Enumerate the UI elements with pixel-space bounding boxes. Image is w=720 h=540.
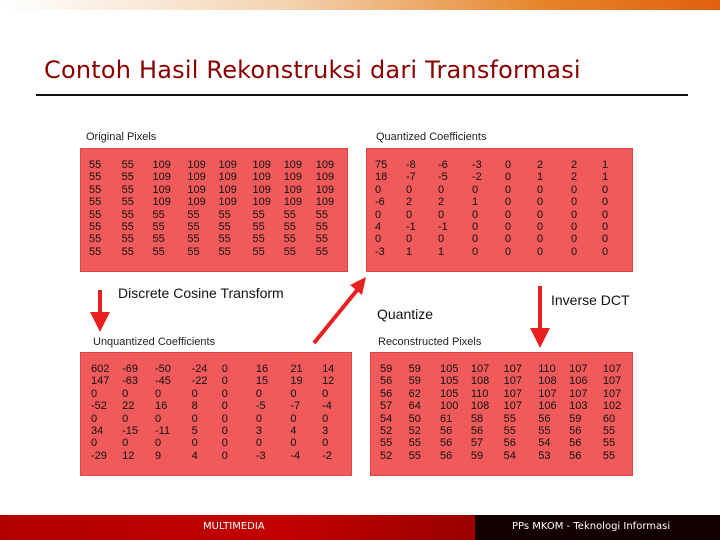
matrix-cell: 1 xyxy=(406,245,413,258)
matrix-cell: 16 xyxy=(155,400,168,413)
matrix-cell: 0 xyxy=(472,208,479,221)
matrix-cell: 0 xyxy=(505,208,512,221)
matrix-cell: 0 xyxy=(221,412,228,425)
matrix-cell: 0 xyxy=(602,233,609,246)
dct-arrow-icon xyxy=(90,290,110,332)
matrix-cell: 55 xyxy=(89,183,102,196)
matrix-cell: 0 xyxy=(375,208,382,221)
matrix-cell: 0 xyxy=(255,387,262,400)
matrix-cell: 55 xyxy=(315,221,329,234)
matrix-cell: 0 xyxy=(438,208,445,221)
matrix-cell: 2 xyxy=(537,159,544,171)
matrix-cell: 0 xyxy=(290,387,297,400)
matrix-cell: -2 xyxy=(322,449,332,462)
matrix-cell: 57 xyxy=(380,400,393,413)
matrix-cell: 0 xyxy=(91,387,98,400)
matrix-cell: 0 xyxy=(602,196,609,209)
matrix-cell: 57 xyxy=(470,437,484,450)
matrix-cell: -4 xyxy=(290,449,301,462)
matrix-cell: 109 xyxy=(252,183,271,196)
matrix-cell: 55 xyxy=(283,208,296,221)
matrix-cell: 55 xyxy=(408,437,421,450)
matrix-cell: 55 xyxy=(121,196,134,209)
matrix-cell: 109 xyxy=(187,196,206,209)
matrix-cell: 0 xyxy=(602,245,609,258)
matrix-cell: -1 xyxy=(406,221,416,234)
matrix-cell: 55 xyxy=(187,233,200,246)
matrix-cell: 106 xyxy=(569,375,588,388)
matrix-cell: 2 xyxy=(571,171,578,184)
matrix-cell: 55 xyxy=(315,245,329,258)
matrix-cell: -11 xyxy=(155,425,171,438)
matrix-cell: 0 xyxy=(91,412,98,425)
footer-bar xyxy=(0,515,720,540)
matrix-cell: 105 xyxy=(439,363,459,375)
matrix-cell: 55 xyxy=(252,208,265,221)
matrix-cell: 54 xyxy=(503,449,516,462)
matrix-cell: -22 xyxy=(191,375,208,388)
matrix-cell: 55 xyxy=(283,233,296,246)
matrix-cell: 109 xyxy=(315,183,335,196)
matrix-cell: 0 xyxy=(406,233,413,246)
matrix-cell: -7 xyxy=(290,400,301,413)
matrix-cell: 0 xyxy=(221,375,228,388)
matrix-cell: 55 xyxy=(152,233,165,246)
matrix-cell: 0 xyxy=(290,437,297,450)
matrix-cell: 0 xyxy=(472,233,479,246)
matrix-cell: 109 xyxy=(283,183,303,196)
matrix-cell: 59 xyxy=(470,449,484,462)
quantize-arrow-icon xyxy=(314,277,366,343)
matrix-cell: 58 xyxy=(470,412,484,425)
inverse-dct-arrow-icon xyxy=(530,286,550,348)
matrix-cell: -3 xyxy=(375,245,385,258)
matrix-cell: 55 xyxy=(252,233,265,246)
matrix-cell: 105 xyxy=(439,387,459,400)
matrix-cell: -3 xyxy=(472,159,482,171)
matrix-cell: -5 xyxy=(255,400,266,413)
matrix-cell: -50 xyxy=(155,363,171,375)
matrix-cell: 0 xyxy=(472,183,479,196)
matrix-cell: 0 xyxy=(602,183,609,196)
matrix-cell: 22 xyxy=(122,400,135,413)
matrix-cell: 55 xyxy=(121,245,134,258)
matrix-cell: 55 xyxy=(152,245,165,258)
matrix-cell: 0 xyxy=(602,208,609,221)
matrix-cell: 107 xyxy=(538,387,557,400)
matrix-cell: 2 xyxy=(406,196,413,209)
matrix-cell: 55 xyxy=(89,221,102,234)
matrix-cell: 0 xyxy=(221,449,228,462)
matrix-cell: 0 xyxy=(571,221,578,234)
matrix-cell: 50 xyxy=(408,412,421,425)
matrix-cell: 100 xyxy=(439,400,459,413)
matrix-cell: 109 xyxy=(252,196,271,209)
matrix-cell: 0 xyxy=(472,245,479,258)
footer-program-label: PPs MKOM - Teknologi Informasi xyxy=(512,521,671,532)
matrix-cell: 0 xyxy=(505,183,512,196)
matrix-cell: 109 xyxy=(187,183,206,196)
matrix-cell: 1 xyxy=(602,171,609,184)
matrix-cell: 0 xyxy=(571,183,578,196)
matrix-cell: -2 xyxy=(472,171,482,184)
matrix-cell: 0 xyxy=(322,437,329,450)
matrix-cell: 55 xyxy=(121,171,134,184)
matrix-cell: 109 xyxy=(218,159,237,171)
matrix-cell: 109 xyxy=(283,196,303,209)
matrix-cell: 55 xyxy=(252,245,265,258)
matrix-cell: 12 xyxy=(122,449,135,462)
matrix-cell: 56 xyxy=(538,412,551,425)
matrix-cell: 0 xyxy=(505,221,512,234)
footer-course-label: MULTIMEDIA xyxy=(203,521,265,532)
matrix-cell: 109 xyxy=(218,171,237,184)
matrix-cell: 3 xyxy=(255,425,262,438)
matrix-cell: 55 xyxy=(152,221,165,234)
matrix-cell: 55 xyxy=(315,233,329,246)
matrix-cell: 108 xyxy=(538,375,557,388)
matrix-cell: 55 xyxy=(408,449,421,462)
matrix-cell: 14 xyxy=(322,363,335,375)
matrix-cell: 109 xyxy=(152,171,171,184)
matrix-cell: 56 xyxy=(439,449,453,462)
matrix-cell: 109 xyxy=(315,196,335,209)
matrix-cell: 56 xyxy=(380,387,393,400)
footer-left-section xyxy=(0,515,475,540)
matrix-cell: 106 xyxy=(538,400,557,413)
matrix-cell: -15 xyxy=(122,425,139,438)
matrix-cell: 0 xyxy=(406,208,413,221)
matrix-cell: -52 xyxy=(91,400,107,413)
matrix-cell: 0 xyxy=(221,437,228,450)
matrix-cell: 0 xyxy=(322,387,329,400)
matrix-cell: 56 xyxy=(470,425,484,438)
matrix-cell: 55 xyxy=(602,425,616,438)
matrix-cell: 55 xyxy=(602,449,616,462)
footer-right-section xyxy=(475,515,720,540)
matrix-cell: 59 xyxy=(569,412,582,425)
matrix-cell: 3 xyxy=(322,425,329,438)
matrix-cell: 34 xyxy=(91,425,104,438)
matrix-cell: 109 xyxy=(187,159,206,171)
matrix-cell: -69 xyxy=(122,363,139,375)
matrix-cell: 147 xyxy=(91,375,110,388)
matrix-cell: 55 xyxy=(187,208,200,221)
matrix-cell: 55 xyxy=(283,245,296,258)
matrix-cell: 52 xyxy=(380,449,393,462)
matrix-cell: 0 xyxy=(322,412,329,425)
unquantized-coefficients-label: Unquantized Coefficients xyxy=(93,336,216,348)
matrix-cell: -45 xyxy=(155,375,171,388)
matrix-cell: 55 xyxy=(187,221,200,234)
matrix-cell: 107 xyxy=(503,375,522,388)
matrix-cell: 0 xyxy=(191,412,198,425)
matrix-cell: 602 xyxy=(91,363,110,375)
dct-step-label: Discrete Cosine Transform xyxy=(118,285,284,301)
matrix-cell: 107 xyxy=(569,387,588,400)
matrix-cell: -8 xyxy=(406,159,416,171)
matrix-cell: 109 xyxy=(152,196,171,209)
matrix-cell: 55 xyxy=(315,208,329,221)
matrix-cell: 55 xyxy=(121,208,134,221)
matrix-cell: 107 xyxy=(569,363,588,375)
matrix-cell: 0 xyxy=(537,233,544,246)
matrix-cell: 0 xyxy=(122,387,129,400)
matrix-cell: -24 xyxy=(191,363,208,375)
matrix-cell: 55 xyxy=(380,437,393,450)
matrix-cell: 55 xyxy=(503,412,516,425)
matrix-cell: -29 xyxy=(91,449,107,462)
matrix-cell: 0 xyxy=(438,183,445,196)
matrix-cell: 103 xyxy=(569,400,588,413)
matrix-cell: 55 xyxy=(218,233,231,246)
matrix-cell: 0 xyxy=(537,196,544,209)
matrix-cell: 1 xyxy=(438,245,445,258)
matrix-cell: 0 xyxy=(438,233,445,246)
matrix-cell: 109 xyxy=(315,171,335,184)
matrix-cell: 15 xyxy=(255,375,269,388)
matrix-cell: 107 xyxy=(470,363,490,375)
matrix-cell: 0 xyxy=(472,221,479,234)
matrix-cell: 55 xyxy=(89,159,102,171)
matrix-cell: 19 xyxy=(290,375,303,388)
matrix-cell: 12 xyxy=(322,375,335,388)
matrix-cell: -6 xyxy=(375,196,385,209)
inverse-dct-step-label: Inverse DCT xyxy=(551,292,630,308)
matrix-cell: 56 xyxy=(569,425,582,438)
matrix-cell: 53 xyxy=(538,449,551,462)
matrix-cell: 16 xyxy=(255,363,269,375)
matrix-cell: 110 xyxy=(538,363,556,375)
matrix-cell: 109 xyxy=(218,196,237,209)
matrix-cell: 56 xyxy=(569,449,582,462)
reconstructed-pixels-label: Reconstructed Pixels xyxy=(378,336,482,348)
matrix-cell: 107 xyxy=(602,363,622,375)
matrix-cell: 56 xyxy=(380,375,393,388)
matrix-cell: 0 xyxy=(255,437,262,450)
matrix-cell: 60 xyxy=(602,412,616,425)
matrix-cell: 0 xyxy=(505,159,512,171)
matrix-cell: 0 xyxy=(221,400,228,413)
matrix-cell: 0 xyxy=(221,387,228,400)
matrix-cell: 55 xyxy=(89,245,102,258)
matrix-cell: 21 xyxy=(290,363,303,375)
matrix-cell: 0 xyxy=(155,412,162,425)
matrix-cell: 109 xyxy=(187,171,206,184)
matrix-cell: 0 xyxy=(221,363,228,375)
matrix-cell: 52 xyxy=(408,425,421,438)
matrix-cell: 0 xyxy=(537,245,544,258)
slide-title: Contoh Hasil Rekonstruksi dari Transformasi xyxy=(44,56,581,84)
matrix-cell: 0 xyxy=(505,233,512,246)
matrix-cell: 55 xyxy=(503,425,516,438)
matrix-cell: 1 xyxy=(472,196,479,209)
matrix-cell: 55 xyxy=(602,437,616,450)
matrix-cell: 2 xyxy=(438,196,445,209)
matrix-cell: 0 xyxy=(122,437,129,450)
matrix-cell: 0 xyxy=(375,233,382,246)
matrix-cell: 0 xyxy=(571,208,578,221)
matrix-cell: 9 xyxy=(155,449,162,462)
matrix-cell: 2 xyxy=(571,159,578,171)
matrix-cell: 56 xyxy=(503,437,516,450)
matrix-cell: 55 xyxy=(121,183,134,196)
matrix-cell: -63 xyxy=(122,375,139,388)
matrix-cell: 54 xyxy=(538,437,551,450)
matrix-cell: 1 xyxy=(602,159,609,171)
matrix-cell: 62 xyxy=(408,387,421,400)
quantize-step-label: Quantize xyxy=(377,306,434,322)
matrix-cell: 109 xyxy=(152,159,171,171)
matrix-cell: 107 xyxy=(602,387,622,400)
matrix-cell: 18 xyxy=(375,171,388,184)
matrix-cell: -7 xyxy=(406,171,416,184)
matrix-cell: 59 xyxy=(408,363,421,375)
matrix-cell: 109 xyxy=(315,159,335,171)
matrix-cell: 0 xyxy=(406,183,413,196)
matrix-cell: 0 xyxy=(537,208,544,221)
matrix-cell: 0 xyxy=(290,412,297,425)
matrix-cell: 55 xyxy=(218,221,231,234)
matrix-cell: 55 xyxy=(121,221,134,234)
matrix-cell: 56 xyxy=(569,437,582,450)
matrix-cell: 59 xyxy=(408,375,421,388)
matrix-cell: 0 xyxy=(571,233,578,246)
matrix-cell: 5 xyxy=(191,425,198,438)
matrix-cell: 56 xyxy=(439,425,453,438)
matrix-cell: 54 xyxy=(380,412,393,425)
matrix-cell: 4 xyxy=(375,221,382,234)
matrix-cell: 0 xyxy=(537,221,544,234)
matrix-cell: 64 xyxy=(408,400,421,413)
matrix-cell: 56 xyxy=(439,437,453,450)
matrix-cell: 55 xyxy=(89,196,102,209)
matrix-cell: 110 xyxy=(470,387,489,400)
matrix-cell: 107 xyxy=(503,400,522,413)
matrix-cell: 55 xyxy=(218,208,231,221)
matrix-cell: 55 xyxy=(89,233,102,246)
matrix-cell: 0 xyxy=(375,183,382,196)
matrix-cell: 55 xyxy=(121,159,134,171)
matrix-cell: 0 xyxy=(122,412,129,425)
matrix-cell: -4 xyxy=(322,400,332,413)
matrix-cell: 0 xyxy=(537,183,544,196)
matrix-cell: 55 xyxy=(89,171,102,184)
matrix-cell: 109 xyxy=(283,171,303,184)
matrix-cell: 75 xyxy=(375,159,388,171)
matrix-cell: 0 xyxy=(91,437,98,450)
matrix-cell: 105 xyxy=(439,375,459,388)
matrix-cell: 0 xyxy=(155,387,162,400)
matrix-cell: 55 xyxy=(152,208,165,221)
matrix-cell: 107 xyxy=(503,387,522,400)
matrix-cell: 102 xyxy=(602,400,622,413)
matrix-cell: 55 xyxy=(218,245,231,258)
original-pixels-label: Original Pixels xyxy=(86,131,157,143)
matrix-cell: 52 xyxy=(380,425,393,438)
matrix-cell: 4 xyxy=(191,449,198,462)
matrix-cell: 8 xyxy=(191,400,198,413)
matrix-cell: -1 xyxy=(438,221,448,234)
matrix-cell: 0 xyxy=(191,387,198,400)
matrix-cell: 0 xyxy=(505,245,512,258)
quantized-coefficients-label: Quantized Coefficients xyxy=(376,131,487,143)
matrix-cell: 109 xyxy=(283,159,303,171)
matrix-cell: 55 xyxy=(187,245,200,258)
matrix-cell: 55 xyxy=(538,425,551,438)
matrix-cell: 1 xyxy=(537,171,544,184)
matrix-cell: 107 xyxy=(602,375,622,388)
matrix-cell: 0 xyxy=(191,437,198,450)
matrix-cell: 0 xyxy=(255,412,262,425)
matrix-cell: -5 xyxy=(438,171,448,184)
matrix-cell: 55 xyxy=(283,221,296,234)
matrix-cell: 0 xyxy=(505,196,512,209)
matrix-cell: 109 xyxy=(218,183,237,196)
matrix-cell: 0 xyxy=(155,437,162,450)
matrix-cell: -3 xyxy=(255,449,266,462)
matrix-cell: 55 xyxy=(121,233,134,246)
matrix-cell: 0 xyxy=(505,171,512,184)
matrix-cell: 109 xyxy=(252,171,271,184)
matrix-cell: 0 xyxy=(221,425,228,438)
matrix-cell: 108 xyxy=(470,400,490,413)
matrix-cell: 109 xyxy=(152,183,171,196)
matrix-cell: 108 xyxy=(470,375,490,388)
matrix-cell: 59 xyxy=(380,363,393,375)
matrix-cell: 55 xyxy=(252,221,265,234)
matrix-cell: 107 xyxy=(503,363,522,375)
matrix-cell: -6 xyxy=(438,159,448,171)
matrix-cell: 0 xyxy=(571,245,578,258)
matrix-cell: 0 xyxy=(602,221,609,234)
matrix-cell: 0 xyxy=(571,196,578,209)
matrix-cell: 109 xyxy=(252,159,271,171)
matrix-cell: 55 xyxy=(89,208,102,221)
matrix-cell: 4 xyxy=(290,425,297,438)
matrix-cell: 61 xyxy=(439,412,453,425)
